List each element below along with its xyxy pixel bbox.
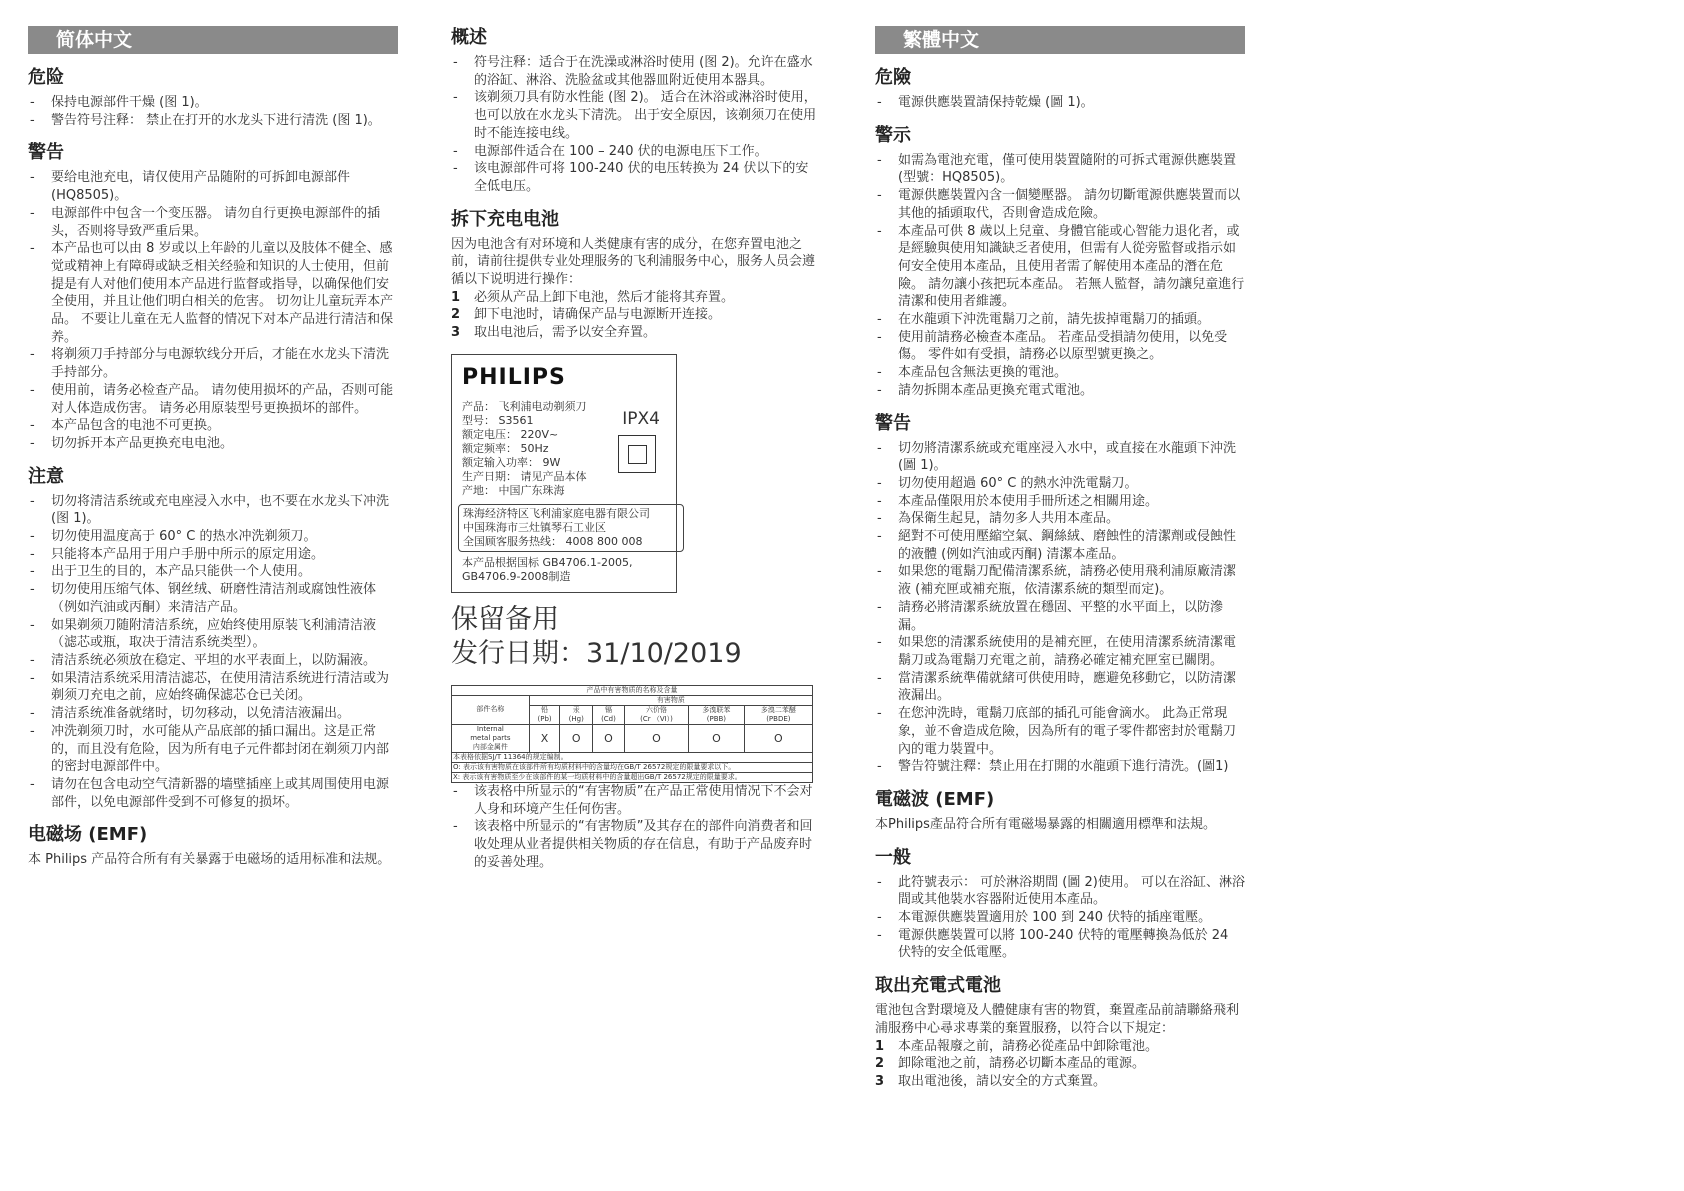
list-item: - 切勿使用压缩气体、钢丝绒、研磨性清洁剂或腐蚀性液体（例如汽油或丙酮）来清洁产品。 — [28, 581, 398, 616]
tc-battery-heading: 取出充電式電池 — [875, 975, 1001, 997]
battery-steps — [451, 289, 821, 342]
list-item: - 使用前請務必檢查本產品。 若產品受損請勿使用，以免受傷。 零件如有受損，請務必以原型號更換之。 — [875, 329, 1245, 364]
traditional-language-bar: 繁體中文 — [875, 26, 1245, 54]
list-item: - 切勿将清洁系统或充电座浸入水中，也不要在水龙头下冲洗 (图 1)。 — [28, 493, 398, 528]
battery-heading: 拆下充电电池 — [451, 208, 559, 230]
list-item: - 该电源部件可将 100-240 伏的电压转换为 24 伏以下的安全低电压。 — [451, 160, 821, 195]
list-item: - 保持电源部件干燥 (图 1)。 — [28, 94, 398, 112]
list-item: - 使用前，请务必检查产品。 请勿使用损坏的产品，否则可能对人体造成伤害。 请务必用原装型号更换损坏的部件。 — [28, 382, 398, 417]
tc-battery-text: 電池包含對環境及人體健康有害的物質，棄置產品前請聯絡飛利浦服務中心尋求專業的棄置服務，以符合以下規定： — [875, 1003, 1240, 1036]
label-model: 型号： S3561 — [462, 413, 534, 427]
service-hotline: 全国顾客服务热线： 4008 800 008 — [463, 534, 643, 548]
manufacturer-name: 珠海经济特区飞利浦家庭电器有限公司 — [463, 506, 650, 520]
table-note: X: 表示该有害物质至少在该部件的某一均质材料中的含量超出GB/T 26572规定的限量要求。 — [452, 772, 813, 782]
keep-notice: 保留备用 — [451, 603, 559, 635]
list-item: - 该表格中所显示的“有害物质”在产品正常使用情况下不会对人身和环境产生任何伤害。 — [451, 783, 821, 818]
list-item: - 清洁系统准备就绪时，切勿移动，以免清洁液漏出。 — [28, 705, 398, 723]
list-item: - 如果您的電鬍刀配備清潔系統，請務必使用飛利浦原廠清潔液 (補充匣或補充瓶，依清潔系統的類型而定)。 — [875, 563, 1245, 598]
list-item: - 當清潔系統準備就緒可供使用時，應避免移動它，以防清潔液漏出。 — [875, 670, 1245, 705]
list-item: - 要给电池充电，请仅使用产品随附的可拆卸电源部件 (HQ8505)。 — [28, 169, 398, 204]
step-number: 1 — [875, 1038, 885, 1054]
step-item — [875, 1038, 1245, 1056]
list-item: - 此符號表示： 可於淋浴期間 (圖 2)使用。 可以在浴缸、淋浴間或其他裝水容器附近使用本產品。 — [875, 874, 1245, 909]
label-voltage: 额定电压： 220V~ — [462, 427, 559, 441]
list-item: - 請務必將清潔系統放置在穩固、平整的水平面上，以防滲漏。 — [875, 599, 1245, 634]
step-item — [451, 324, 821, 342]
step-number: 2 — [875, 1056, 885, 1072]
list-item: - 出于卫生的目的，本产品只能供一个人使用。 — [28, 563, 398, 581]
list-item: - 该表格中所显示的“有害物质”及其存在的部件向消费者和回收处理从业者提供相关物质的存在信息，有助于产品废弃时的妥善处理。 — [451, 818, 821, 871]
sc-warning-heading: 警告 — [28, 142, 64, 164]
list-item: - 電源供應裝置可以將 100-240 伏特的電壓轉換為低於 24 伏特的安全低電壓。 — [875, 927, 1245, 962]
list-item: - 如果清洁系统采用清洁滤芯，在使用清洁系统进行清洁或为剃须刀充电之前，应始终确保滤芯仓已关闭。 — [28, 670, 398, 705]
step-item — [875, 1055, 1245, 1073]
list-item: - 在水龍頭下沖洗電鬍刀之前，請先拔掉電鬍刀的插頭。 — [875, 311, 1245, 329]
standard-line-1: 本产品根据国标 GB4706.1-2005, — [462, 555, 633, 569]
table-cell: O — [744, 724, 812, 752]
list-item: - 本产品包含的电池不可更换。 — [28, 417, 398, 435]
column-header: 多溴二苯醚 (PBDE) — [744, 705, 812, 724]
list-item: - 电源部件中包含一个变压器。 请勿自行更换电源部件的插头，否则将导致严重后果。 — [28, 205, 398, 240]
step-text: 卸下电池时，请确保产品与电源断开连接。 — [474, 307, 722, 323]
column-header: 汞 (Hg) — [560, 705, 593, 724]
battery-text: 因为电池含有对环境和人类健康有害的成分，在您弃置电池之前，请前往提供专业处理服务的飞利浦服务中心，服务人员会遵循以下说明进行操作： — [451, 236, 816, 288]
list-item: - 切勿拆开本产品更换充电电池。 — [28, 435, 398, 453]
simplified-language-bar: 简体中文 — [28, 26, 398, 54]
tc-warning-heading: 警告 — [875, 412, 911, 434]
issue-date: 发行日期：31/10/2019 — [451, 637, 742, 669]
table-note: O: 表示该有害物质在该部件所有均质材料中的含量均在GB/T 26572规定的限量要求以下。 — [452, 762, 813, 772]
table-cell: O — [593, 724, 625, 752]
tc-danger-heading: 危險 — [875, 67, 911, 88]
list-item: - 请勿在包含电动空气清新器的墙壁插座上或其周围使用电源部件，以免电源部件受到不可修复的损坏。 — [28, 776, 398, 811]
hazard-table-title: 产品中有害物质的名称及含量 — [452, 685, 813, 695]
row-label: Internal metal parts 内部金属件 — [452, 724, 530, 752]
sc-warning-list — [28, 169, 398, 452]
table-note: 本表格依据SJ/T 11364的规定编制。 — [452, 752, 813, 762]
list-item: - 切勿使用超過 60° C 的熱水沖洗電鬍刀。 — [875, 475, 1245, 493]
sc-caution-heading: 注意 — [28, 465, 64, 487]
table-row — [452, 724, 813, 752]
sc-danger-list — [28, 94, 398, 129]
part-column-header: 部件名称 — [452, 695, 530, 724]
list-item: - 冲洗剃须刀时，水可能从产品底部的插口漏出。这是正常的，而且没有危险，因为所有电子元件都封闭在剃须刀内部的密封电源部件中。 — [28, 723, 398, 776]
list-item: - 只能将本产品用于用户手册中所示的原定用途。 — [28, 546, 398, 564]
tc-emf-text: 本Philips產品符合所有電磁場暴露的相關適用標準和法規。 — [875, 816, 1216, 832]
list-item: - 切勿使用温度高于 60° C 的热水冲洗剃须刀。 — [28, 528, 398, 546]
list-item: - 本電源供應裝置適用於 100 到 240 伏特的插座電壓。 — [875, 909, 1245, 927]
step-item — [451, 306, 821, 324]
sc-emf-text: 本 Philips 产品符合所有有关暴露于电磁场的适用标准和法规。 — [28, 852, 391, 868]
tc-battery-steps — [875, 1038, 1245, 1091]
list-item: - 如果您的清潔系統使用的是補充匣，在使用清潔系統清潔電鬍刀或為電鬍刀充電之前，請務必確定補充匣室已關閉。 — [875, 634, 1245, 669]
step-text: 取出電池後，請以安全的方式棄置。 — [898, 1073, 1107, 1089]
sc-danger-heading: 危险 — [28, 67, 64, 88]
sc-emf-heading: 电磁场 (EMF) — [28, 824, 148, 846]
list-item: - 如需為電池充電，僅可使用裝置隨附的可拆式電源供應裝置 (型號：HQ8505)。 — [875, 152, 1245, 187]
list-item: - 本產品僅限用於本使用手冊所述之相關用途。 — [875, 493, 1245, 511]
tc-general-list — [875, 874, 1245, 963]
hazard-table — [451, 685, 813, 783]
sc-caution-list — [28, 493, 398, 812]
list-item: - 本产品也可以由 8 岁或以上年龄的儿童以及肢体不健全、感觉或精神上有障碍或缺乏相关经验和知识的人士使用，但前提是有人对他们使用本产品进行监督或指导，以确保他们安全使用，并且让他们明白相关的危害。 切勿让儿童玩弄本产品。 不要让儿童在无人监督的情况下对本产品进行清洁和保养。 — [28, 240, 398, 346]
list-item: - 如果剃须刀随附清洁系统，应始终使用原装飞利浦清洁液（滤芯或瓶，取决于清洁系统类型）。 — [28, 617, 398, 652]
tc-danger-list — [875, 94, 1245, 112]
list-item: - 電源供應裝置內含一個變壓器。 請勿切斷電源供應裝置而以其他的插頭取代，否則會造成危險。 — [875, 187, 1245, 222]
list-item: - 符号注释：适合于在洗澡或淋浴时使用 (图 2)。允许在盛水的浴缸、淋浴、洗脸盆或其他器皿附近使用本器具。 — [451, 54, 821, 89]
step-text: 卸除電池之前，請務必切斷本產品的電源。 — [898, 1056, 1146, 1072]
list-item: - 請勿拆開本產品更換充電式電池。 — [875, 382, 1245, 400]
list-item: - 電源供應裝置請保持乾燥 (圖 1)。 — [875, 94, 1245, 112]
list-item: - 本產品可供 8 歲以上兒童、身體官能或心智能力退化者，或是經驗與使用知識缺乏者使用，但需有人從旁監督或指示如何安全使用本產品，且使用者需了解使用本產品的潛在危險。 請勿讓小孩把玩本產品。 若無人監督，請勿讓兒童進行清潔和使用者維護。 — [875, 223, 1245, 312]
tc-warning-list — [875, 440, 1245, 776]
table-cell: O — [689, 724, 745, 752]
standard-line-2: GB4706.9-2008制造 — [462, 569, 571, 583]
table-cell: O — [560, 724, 593, 752]
overview-heading: 概述 — [451, 27, 487, 48]
column-header: 多溴联苯 (PBB) — [689, 705, 745, 724]
traditional-column — [875, 26, 1245, 1091]
list-item: - 為保衛生起見，請勿多人共用本產品。 — [875, 510, 1245, 528]
hazard-group-header: 有害物质 — [529, 695, 812, 705]
list-item: - 絕對不可使用壓縮空氣、鋼絲絨、磨蝕性的清潔劑或侵蝕性的液體 (例如汽油或丙酮) 清潔本產品。 — [875, 528, 1245, 563]
list-item: - 切勿將清潔系統或充電座浸入水中，或直接在水龍頭下沖洗 (圖 1)。 — [875, 440, 1245, 475]
label-frequency: 额定频率： 50Hz — [462, 441, 549, 455]
column-header: 镉 (Cd) — [593, 705, 625, 724]
philips-logo: PHILIPS — [462, 364, 566, 390]
list-item: - 电源部件适合在 100 – 240 伏的电源电压下工作。 — [451, 143, 821, 161]
manufacturer-address: 中国珠海市三灶镇琴石工业区 — [463, 520, 606, 534]
table-cell: O — [624, 724, 688, 752]
step-number: 3 — [875, 1073, 885, 1089]
table-cell: X — [529, 724, 560, 752]
step-text: 必须从产品上卸下电池，然后才能将其弃置。 — [474, 289, 735, 305]
ipx4-rating: IPX4 — [622, 408, 660, 429]
table-notes-list — [451, 783, 821, 872]
step-number: 1 — [451, 289, 461, 305]
label-date: 生产日期： 请见产品本体 — [462, 469, 587, 483]
tc-alert-list — [875, 152, 1245, 400]
list-item: - 警告符號注釋：禁止用在打開的水龍頭下進行清洗。(圖1) — [875, 758, 1245, 776]
manufacturer-box — [458, 504, 684, 552]
list-item: - 在您沖洗時，電鬍刀底部的插孔可能會滴水。 此為正常現象，並不會造成危險，因為所有的電子零件都密封於電鬍刀內的電力裝置中。 — [875, 705, 1245, 758]
step-text: 本產品報廢之前，請務必從產品中卸除電池。 — [898, 1038, 1159, 1054]
step-number: 2 — [451, 307, 461, 323]
overview-list — [451, 54, 821, 196]
column-header: 六价铬 (Cr （VI）) — [624, 705, 688, 724]
label-origin: 产地： 中国广东珠海 — [462, 483, 565, 497]
list-item: - 警告符号注释： 禁止在打开的水龙头下进行清洗 (图 1)。 — [28, 112, 398, 130]
label-product: 产品： 飞利浦电动剃须刀 — [462, 399, 587, 413]
list-item: - 将剃须刀手持部分与电源软线分开后，才能在水龙头下清洗手持部分。 — [28, 346, 398, 381]
list-item: - 清洁系统必须放在稳定、平坦的水平表面上，以防漏液。 — [28, 652, 398, 670]
step-number: 3 — [451, 325, 461, 341]
product-label — [451, 354, 677, 593]
tc-emf-heading: 電磁波 (EMF) — [875, 788, 995, 810]
step-text: 取出电池后，需予以安全弃置。 — [474, 325, 657, 341]
label-power: 额定输入功率： 9W — [462, 455, 561, 469]
step-item — [451, 289, 821, 307]
step-item — [875, 1073, 1245, 1091]
double-insulation-icon — [618, 435, 656, 473]
tc-alert-heading: 警示 — [875, 124, 911, 146]
tc-general-heading: 一般 — [875, 846, 911, 868]
list-item: - 该剃须刀具有防水性能 (图 2)。 适合在沐浴或淋浴时使用，也可以放在水龙头下清洗。 出于安全原因，该剃须刀在使用时不能连接电线。 — [451, 89, 821, 142]
list-item: - 本產品包含無法更換的電池。 — [875, 364, 1245, 382]
simplified-column — [28, 26, 398, 869]
column-header: 铅 (Pb) — [529, 705, 560, 724]
overview-column — [451, 26, 821, 871]
